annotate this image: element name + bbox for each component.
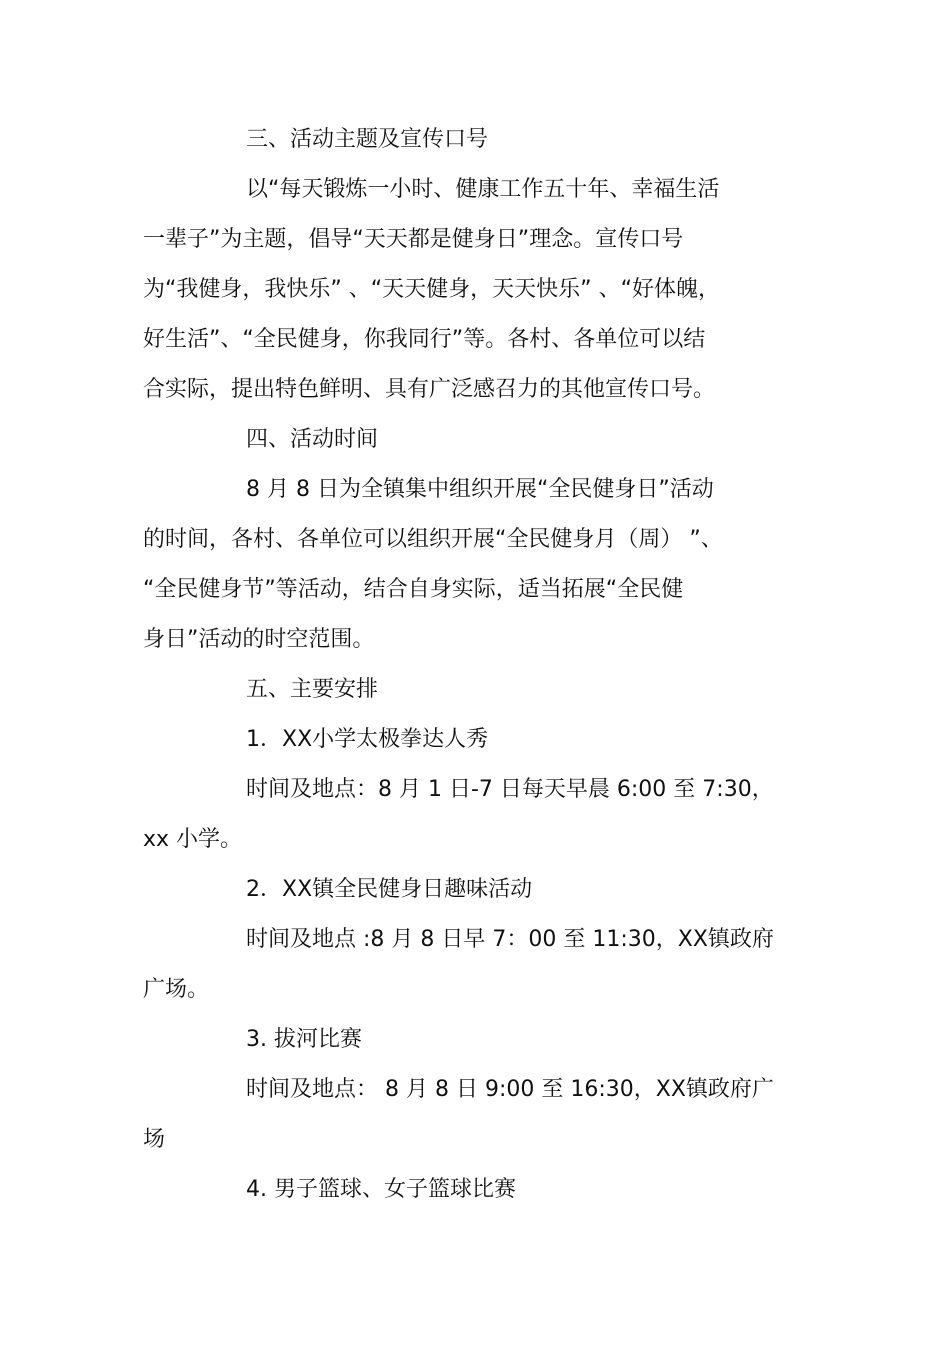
list-item-title: 4. 男子篮球、女子篮球比赛: [246, 1177, 516, 1202]
paragraph-line: 时间及地点：8 月 1 日-7 日每天早晨 6:00 至 7:30，: [246, 777, 774, 802]
paragraph-line: xx 小学。: [143, 827, 243, 852]
paragraph-line: 以“每天锻炼一小时、健康工作五十年、幸福生活: [246, 177, 720, 202]
list-item-title: 1．XX小学太极拳达人秀: [246, 727, 489, 752]
paragraph-line: 为“我健身，我快乐” 、“天天健身，天天快乐” 、“好体魄，: [143, 277, 720, 302]
paragraph-line: 好生活”、“全民健身，你我同行”等。各村、各单位可以结: [143, 327, 706, 352]
paragraph-line: 广场。: [143, 977, 210, 1002]
paragraph-line: 一辈子”为主题，倡导“天天都是健身日”理念。宣传口号: [143, 227, 684, 252]
section-heading-time: 四、活动时间: [246, 427, 379, 452]
paragraph-line: 8 月 8 日为全镇集中组织开展“全民健身日”活动: [246, 477, 714, 502]
paragraph-line: 的时间，各村、各单位可以组织开展“全民健身月（周） ”、: [143, 527, 723, 552]
paragraph-line: “全民健身节”等活动，结合自身实际，适当拓展“全民健: [143, 577, 684, 602]
list-item-title: 2．XX镇全民健身日趣味活动: [246, 877, 533, 902]
section-heading-arrangement: 五、主要安排: [246, 677, 379, 702]
paragraph-line: 合实际，提出特色鲜明、具有广泛感召力的其他宣传口号。: [143, 377, 716, 402]
paragraph-line: 场: [143, 1127, 166, 1152]
section-heading-theme: 三、活动主题及宣传口号: [246, 127, 489, 152]
paragraph-line: 时间及地点 :8 月 8 日早 7：00 至 11:30，XX镇政府: [246, 927, 774, 952]
paragraph-line: 时间及地点： 8 月 8 日 9:00 至 16:30，XX镇政府广: [246, 1077, 774, 1102]
paragraph-line: 身日”活动的时空范围。: [143, 627, 375, 652]
list-item-title: 3. 拔河比赛: [246, 1027, 362, 1052]
